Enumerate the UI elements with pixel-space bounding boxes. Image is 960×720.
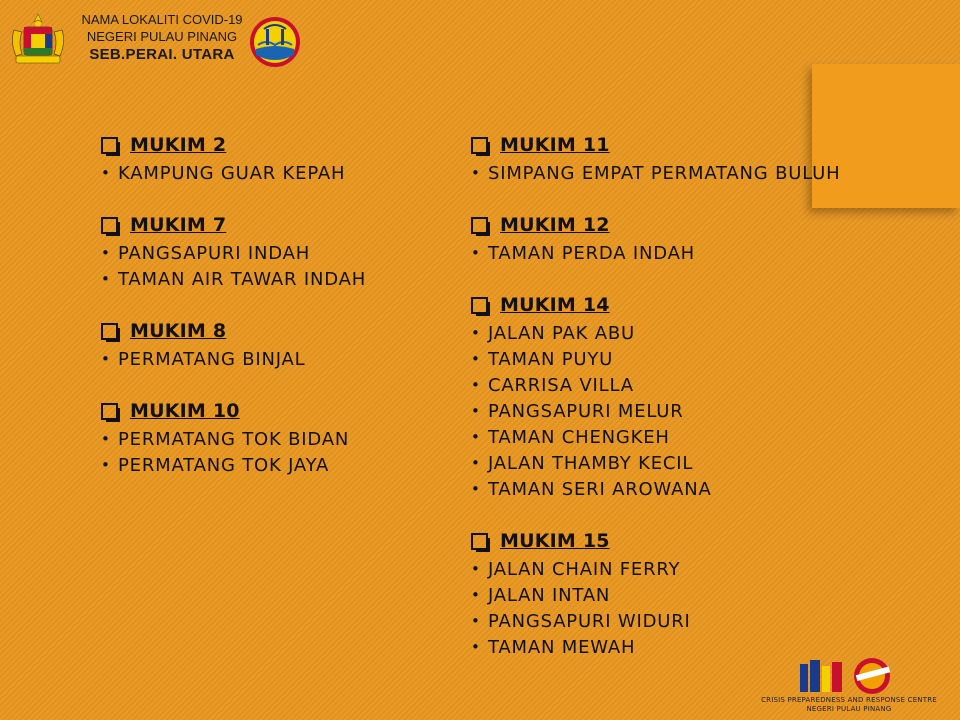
mukim-heading [101, 130, 366, 160]
bullet-icon: • [101, 164, 111, 182]
section-spacer [101, 292, 366, 316]
checkbox-square-icon [101, 137, 118, 154]
list-item [471, 160, 840, 186]
mukim-section [101, 210, 366, 292]
mukim-heading-text: MUKIM 11 [500, 134, 610, 156]
list-item [471, 240, 840, 266]
list-item-text: CARRISA VILLA [488, 374, 634, 396]
page-header [72, 11, 252, 64]
list-item [471, 450, 840, 476]
section-spacer [471, 502, 840, 526]
checkbox-square-icon [471, 533, 488, 550]
list-item-text: JALAN THAMBY KECIL [488, 452, 694, 474]
cprc-name: CRISIS PREPAREDNESS AND RESPONSE CENTRE [761, 696, 937, 704]
left-column [101, 130, 366, 478]
list-item [471, 476, 840, 502]
bullet-icon: • [101, 456, 111, 474]
bullet-icon: • [471, 376, 481, 394]
list-item [101, 426, 366, 452]
mukim-heading-text: MUKIM 8 [130, 320, 227, 342]
right-column [471, 130, 840, 660]
bullet-icon: • [471, 638, 481, 656]
list-item [471, 634, 840, 660]
mukim-section [471, 526, 840, 660]
section-spacer [471, 186, 840, 210]
list-item-text: TAMAN AIR TAWAR INDAH [118, 268, 367, 290]
mukim-section [101, 316, 366, 372]
bullet-icon: • [471, 586, 481, 604]
bullet-icon: • [471, 350, 481, 368]
cprc-caption [742, 696, 956, 714]
mukim-heading-text: MUKIM 2 [130, 134, 227, 156]
bullet-icon: • [471, 560, 481, 578]
mukim-heading [101, 210, 366, 240]
list-item [471, 320, 840, 346]
list-item [471, 346, 840, 372]
list-item [101, 160, 366, 186]
checkbox-square-icon [101, 403, 118, 420]
bullet-icon: • [471, 428, 481, 446]
list-item-text: PERMATANG BINJAL [118, 348, 306, 370]
bullet-icon: • [101, 244, 111, 262]
mukim-heading-text: MUKIM 14 [500, 294, 610, 316]
list-item [471, 424, 840, 450]
header-line-1: NAMA LOKALITI COVID-19 [81, 12, 243, 27]
cprc-state: NEGERI PULAU PINANG [806, 705, 892, 713]
list-item [471, 608, 840, 634]
bullet-icon: • [471, 324, 481, 342]
list-item-text: PANGSAPURI INDAH [118, 242, 311, 264]
list-item [471, 582, 840, 608]
coat-of-arms-logo [6, 12, 70, 66]
bullet-icon: • [101, 270, 111, 288]
header-line-2: NEGERI PULAU PINANG [86, 29, 238, 44]
list-item-text: SIMPANG EMPAT PERMATANG BULUH [488, 162, 841, 184]
section-spacer [101, 186, 366, 210]
mukim-heading [471, 210, 840, 240]
penang-emblem-logo [248, 15, 302, 69]
bullet-icon: • [471, 612, 481, 630]
list-item-text: TAMAN MEWAH [488, 636, 636, 658]
list-item [471, 556, 840, 582]
list-item-text: TAMAN PERDA INDAH [488, 242, 696, 264]
bullet-icon: • [101, 430, 111, 448]
bullet-icon: • [101, 350, 111, 368]
list-item-text: TAMAN CHENGKEH [488, 426, 670, 448]
mukim-section [471, 290, 840, 502]
mukim-heading-text: MUKIM 7 [130, 214, 227, 236]
list-item-text: TAMAN SERI AROWANA [488, 478, 712, 500]
list-item-text: PERMATANG TOK JAYA [118, 454, 330, 476]
checkbox-square-icon [101, 217, 118, 234]
mukim-heading-text: MUKIM 12 [500, 214, 610, 236]
bullet-icon: • [471, 164, 481, 182]
section-spacer [101, 372, 366, 396]
list-item-text: JALAN INTAN [488, 584, 611, 606]
list-item-text: PANGSAPURI MELUR [488, 400, 684, 422]
checkbox-square-icon [101, 323, 118, 340]
mukim-section [101, 130, 366, 186]
list-item-text: PANGSAPURI WIDURI [488, 610, 691, 632]
section-spacer [471, 266, 840, 290]
header-line-3: SEB.PERAI. UTARA [89, 46, 235, 63]
list-item [101, 346, 366, 372]
checkbox-square-icon [471, 297, 488, 314]
checkbox-square-icon [471, 137, 488, 154]
mukim-section [471, 210, 840, 266]
mukim-heading [101, 396, 366, 426]
mukim-heading [471, 526, 840, 556]
bullet-icon: • [471, 402, 481, 420]
mukim-heading [471, 130, 840, 160]
list-item [101, 452, 366, 478]
mukim-heading-text: MUKIM 10 [130, 400, 240, 422]
list-item-text: JALAN PAK ABU [488, 322, 636, 344]
mukim-heading-text: MUKIM 15 [500, 530, 610, 552]
mukim-heading [471, 290, 840, 320]
list-item-text: TAMAN PUYU [488, 348, 614, 370]
bullet-icon: • [471, 244, 481, 262]
list-item-text: JALAN CHAIN FERRY [488, 558, 681, 580]
cprc-logo [796, 656, 896, 696]
list-item-text: KAMPUNG GUAR KEPAH [118, 162, 346, 184]
checkbox-square-icon [471, 217, 488, 234]
mukim-section [101, 396, 366, 478]
list-item [101, 266, 366, 292]
list-item [471, 398, 840, 424]
mukim-heading [101, 316, 366, 346]
list-item [471, 372, 840, 398]
list-item [101, 240, 366, 266]
bullet-icon: • [471, 480, 481, 498]
mukim-section [471, 130, 840, 186]
list-item-text: PERMATANG TOK BIDAN [118, 428, 350, 450]
bullet-icon: • [471, 454, 481, 472]
